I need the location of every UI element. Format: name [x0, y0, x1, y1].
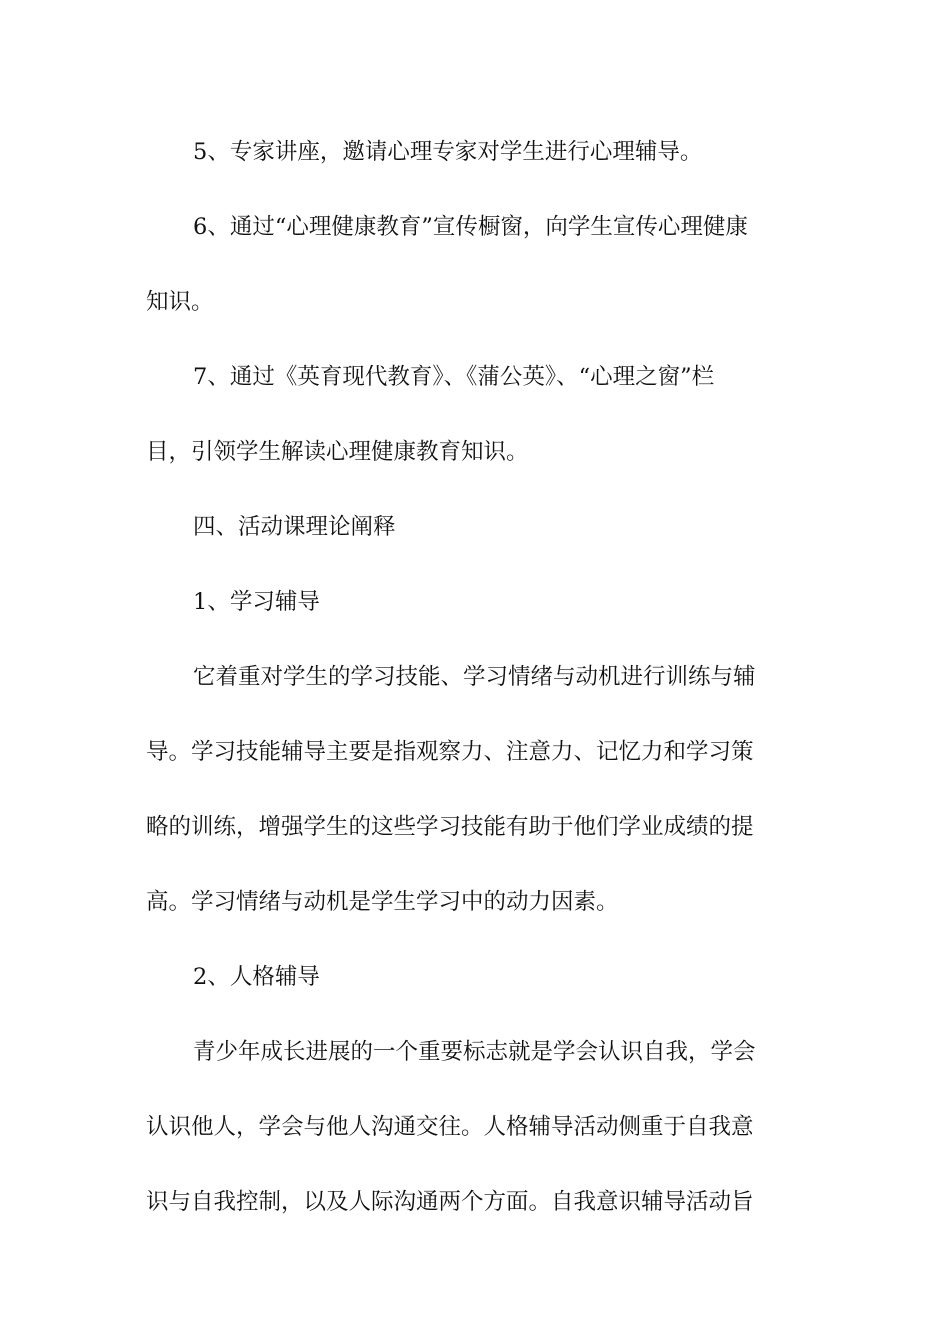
paragraph-item-6-continued: 知识。: [146, 289, 214, 315]
paragraph-item-6: 6、通过“心理健康教育”宣传橱窗，向学生宣传心理健康: [193, 214, 748, 240]
subheading-study-guidance: 1、学习辅导: [193, 589, 320, 615]
paragraph-personality-guidance-line-2: 认识他人，学会与他人沟通交往。人格辅导活动侧重于自我意: [146, 1114, 754, 1140]
paragraph-study-guidance-line-1: 它着重对学生的学习技能、学习情绪与动机进行训练与辅: [193, 664, 756, 690]
document-body: [146, 126, 806, 1251]
paragraph-item-5: 5、专家讲座，邀请心理专家对学生进行心理辅导。: [193, 139, 703, 165]
section-heading: 四、活动课理论阐释: [193, 514, 396, 540]
paragraph-item-7: 7、通过《英育现代教育》、《蒲公英》、“心理之窗”栏: [193, 364, 715, 390]
paragraph-study-guidance-line-4: 高。学习情绪与动机是学生学习中的动力因素。: [146, 889, 619, 915]
subheading-personality-guidance: 2、人格辅导: [193, 964, 320, 990]
paragraph-personality-guidance-line-3: 识与自我控制，以及人际沟通两个方面。自我意识辅导活动旨: [146, 1189, 754, 1215]
paragraph-study-guidance-line-2: 导。学习技能辅导主要是指观察力、注意力、记忆力和学习策: [146, 739, 754, 765]
paragraph-study-guidance-line-3: 略的训练，增强学生的这些学习技能有助于他们学业成绩的提: [146, 814, 754, 840]
paragraph-item-7-continued: 目，引领学生解读心理健康教育知识。: [146, 439, 529, 465]
paragraph-personality-guidance-line-1: 青少年成长进展的一个重要标志就是学会认识自我，学会: [193, 1039, 756, 1065]
